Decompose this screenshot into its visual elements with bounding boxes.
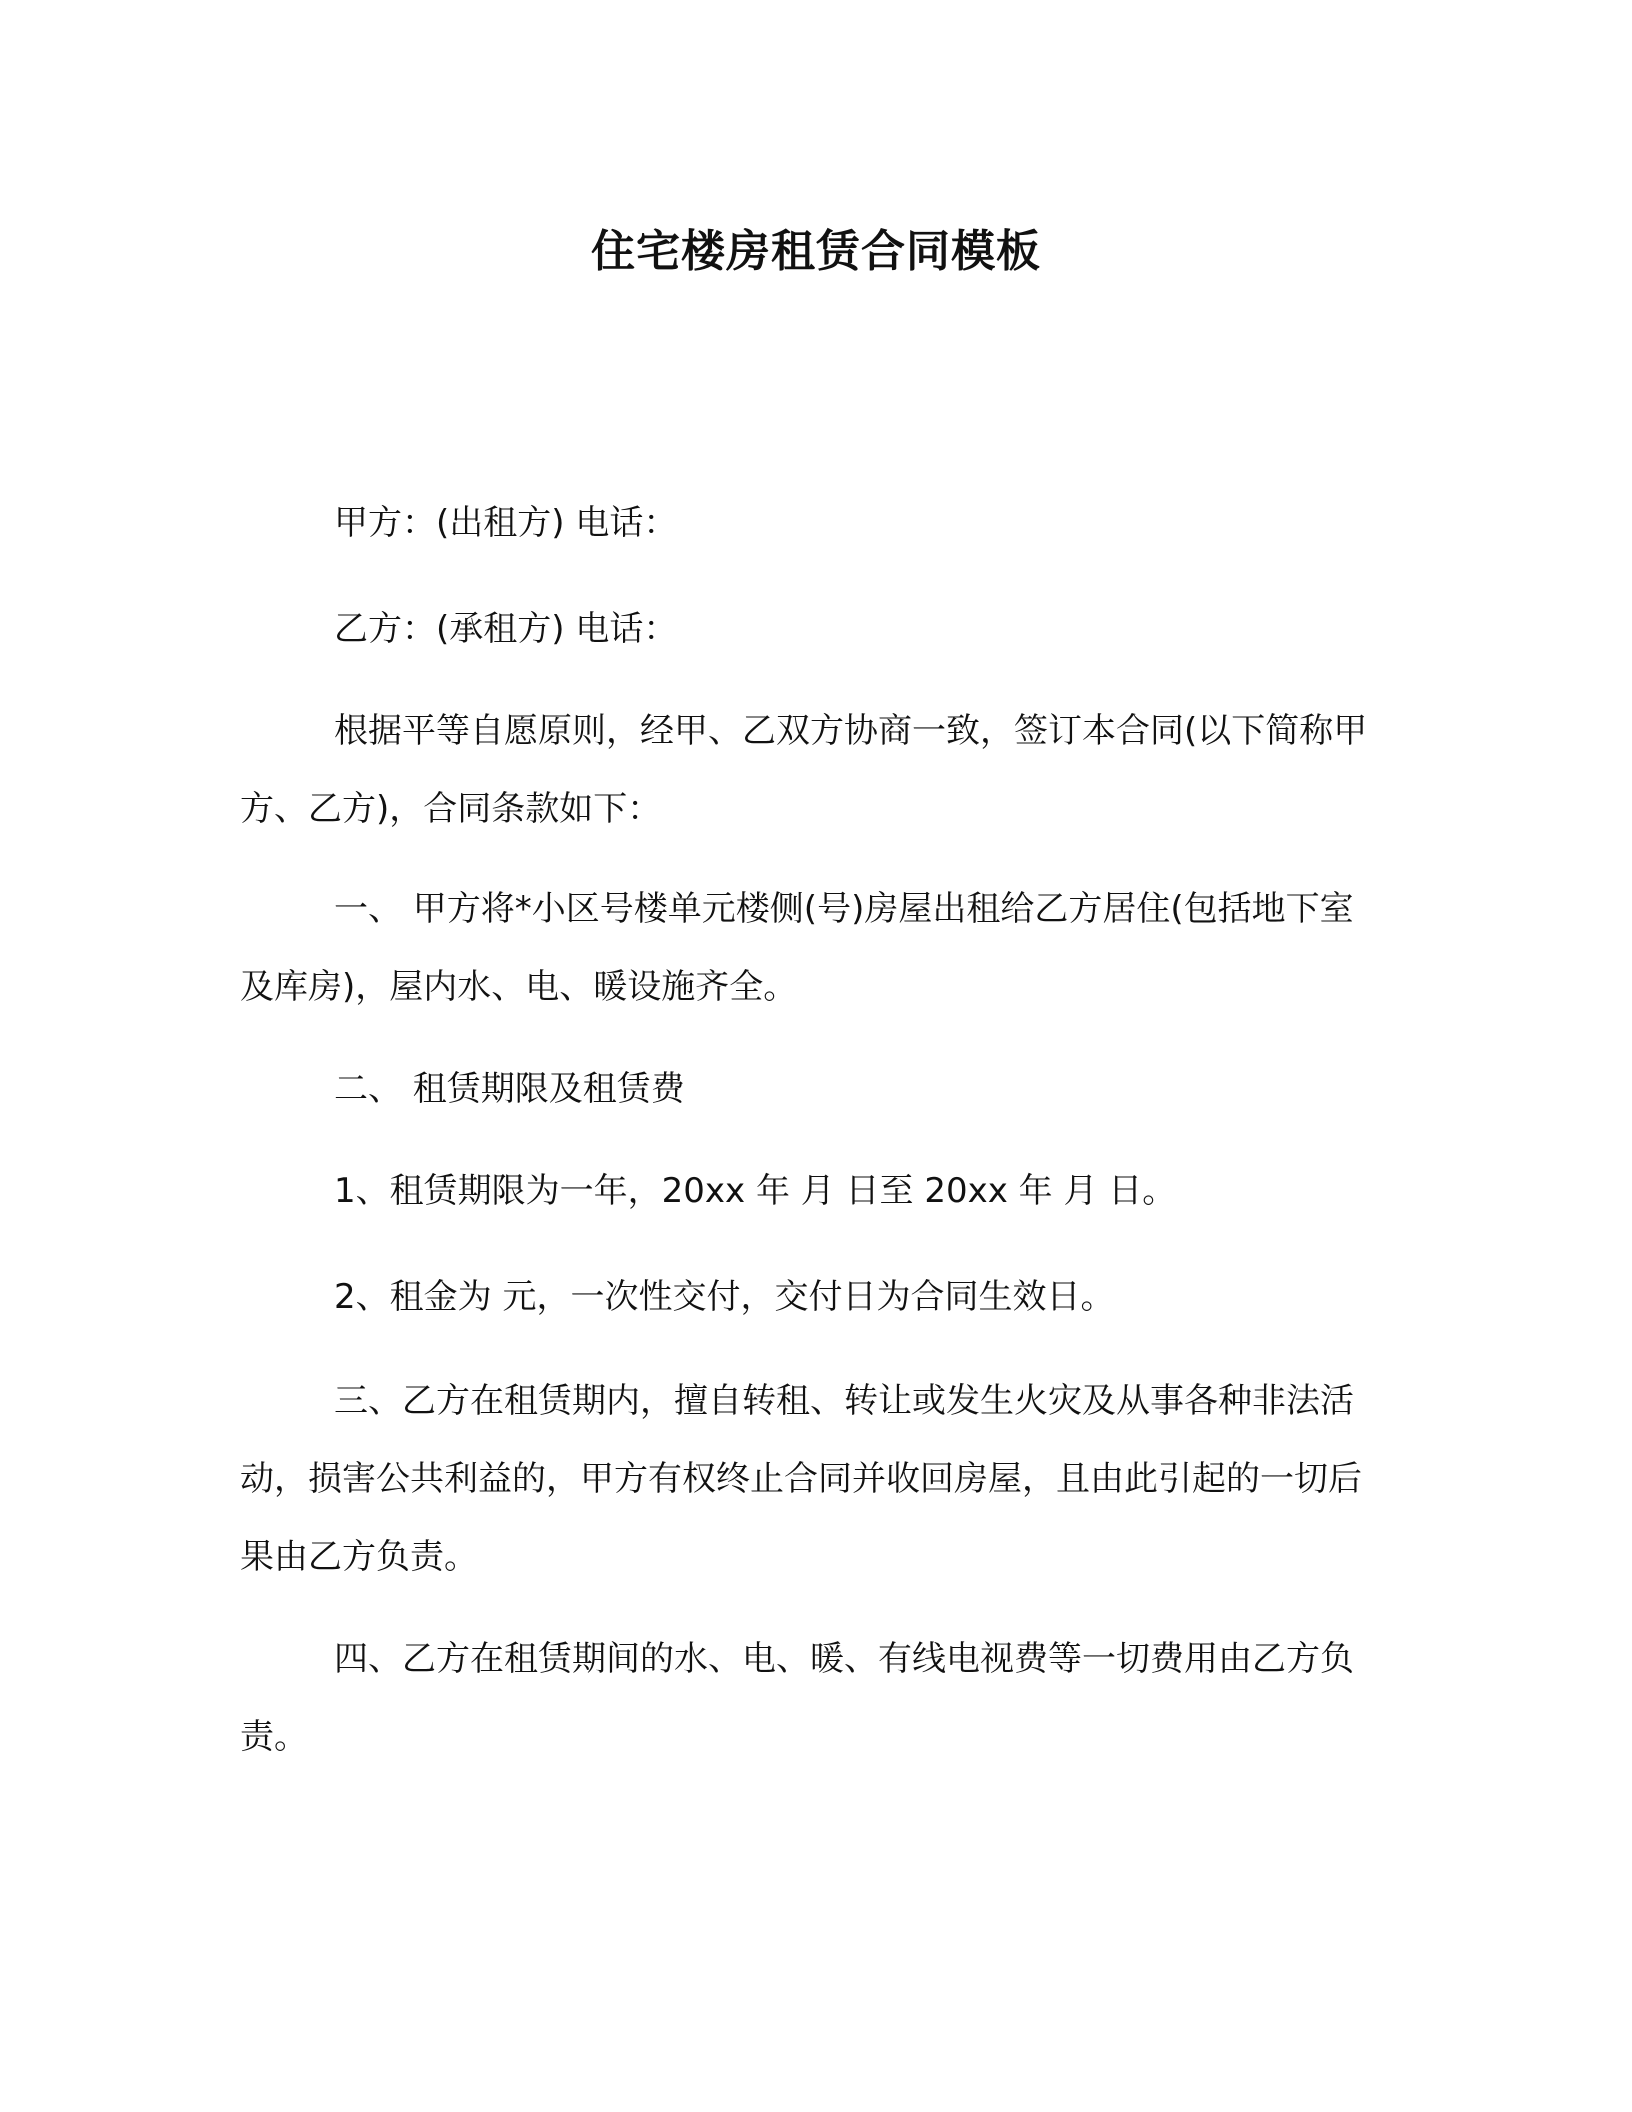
- preamble-paragraph: 根据平等自愿原则，经甲、乙双方协商一致，签订本合同(以下简称甲方、乙方)，合同条款如下：: [240, 711, 1368, 829]
- party-a-line: 甲方：(出租方) 电话：: [334, 503, 678, 543]
- party-b-line: 乙方：(承租方) 电话：: [334, 609, 678, 649]
- clause-2-item-1: 1、租赁期限为一年，20xx 年 月 日至 20xx 年 月 日。: [334, 1171, 1177, 1211]
- document-title: 住宅楼房租赁合同模板: [591, 226, 1041, 277]
- clause-3-paragraph: 三、乙方在租赁期内，擅自转租、转让或发生火灾及从事各种非法活动，损害公共利益的，甲方有权终止合同并收回房屋，且由此引起的一切后果由乙方负责。: [240, 1381, 1362, 1577]
- clause-2-item-2: 2、租金为 元，一次性交付，交付日为合同生效日。: [334, 1277, 1115, 1317]
- clause-4-paragraph: 四、乙方在租赁期间的水、电、暖、有线电视费等一切费用由乙方负责。: [240, 1639, 1354, 1757]
- clause-1-paragraph: 一、 甲方将*小区号楼单元楼侧(号)房屋出租给乙方居住(包括地下室及库房)，屋内水、电、暖设施齐全。: [240, 889, 1354, 1007]
- clause-2-heading: 二、 租赁期限及租赁费: [334, 1069, 685, 1109]
